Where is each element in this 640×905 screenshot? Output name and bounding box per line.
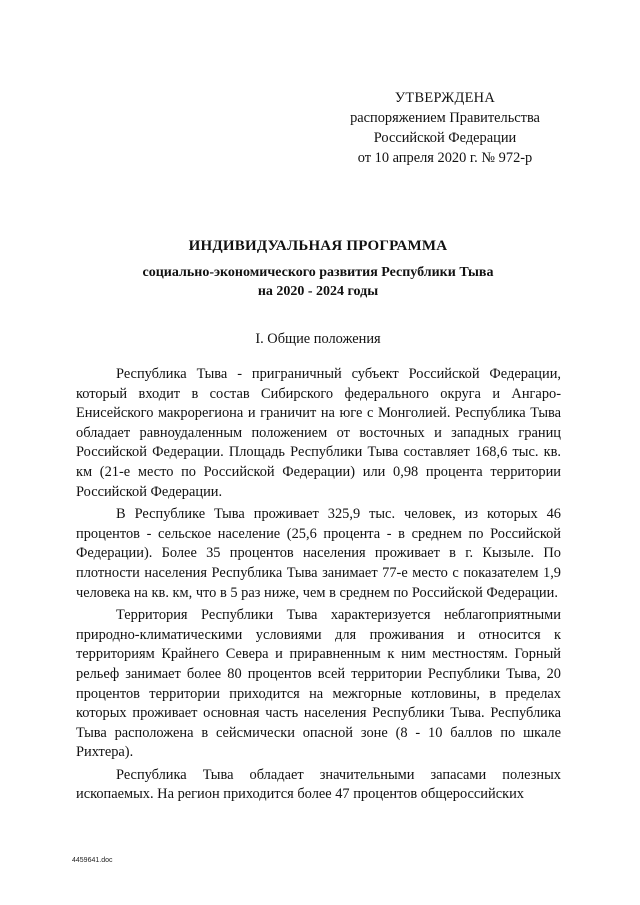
approval-line-3: от 10 апреля 2020 г. № 972-р <box>357 150 533 166</box>
section-heading: I. Общие положения <box>255 331 381 347</box>
title-line-3: на 2020 - 2024 годы <box>257 284 379 299</box>
paragraph-4: Республика Тыва обладает значительными запасами полезных ископаемых. На регион приходится более 47 процентов общероссийских <box>76 766 561 803</box>
paragraph-3: Территория Республики Тыва характеризуется неблагоприятными природно-климатическими условиями для проживания и относится к территориям Крайнего Севера и приравненным к ним местностям. Горный рельеф занимает более 80 процентов всей территории Республики Тыва, 20 процентов территории приходится на межгорные котловины, в пределах которых проживает основная часть населения Республики Тыва. Республика Тыва расположена в сейсмически опасной зоне (8 - 10 баллов по шкале Рихтера). <box>76 607 561 761</box>
approval-line-1: распоряжением Правительства <box>350 110 540 126</box>
title-line-1: ИНДИВИДУАЛЬНАЯ ПРОГРАММА <box>188 238 448 254</box>
title-line-2: социально-экономического развития Республики Тыва <box>142 265 494 280</box>
approval-line-2: Российской Федерации <box>373 130 517 146</box>
body-text <box>76 365 561 808</box>
paragraph-1: Республика Тыва - приграничный субъект Российской Федерации, который входит в состав Сибирского федерального округа и Ангаро-Енисейского макрорегиона и граничит на юге с Монголией. Республика Тыва обладает равноудаленным положением от восточных и западных границ Российской Федерации. Площадь Республики Тыва составляет 168,6 тыс. кв. км (21-е место по Российской Федерации) или 0,98 процента территории Российской Федерации. <box>76 366 561 500</box>
document-file-name: 4459641.doc <box>72 857 113 864</box>
document-title <box>70 236 566 301</box>
paragraph-2: В Республике Тыва проживает 325,9 тыс. человек, из которых 46 процентов - сельское население (25,6 процента - в среднем по Российской Федерации). Более 35 процентов населения проживает в г. Кызыле. По плотности населения Республика Тыва занимает 77-е место с показателем 1,9 человека на кв. км, что в 5 раз ниже, чем в среднем по Российской Федерации. <box>76 506 561 601</box>
approval-stamp <box>330 88 560 168</box>
approval-label: УТВЕРЖДЕНА <box>394 90 496 106</box>
